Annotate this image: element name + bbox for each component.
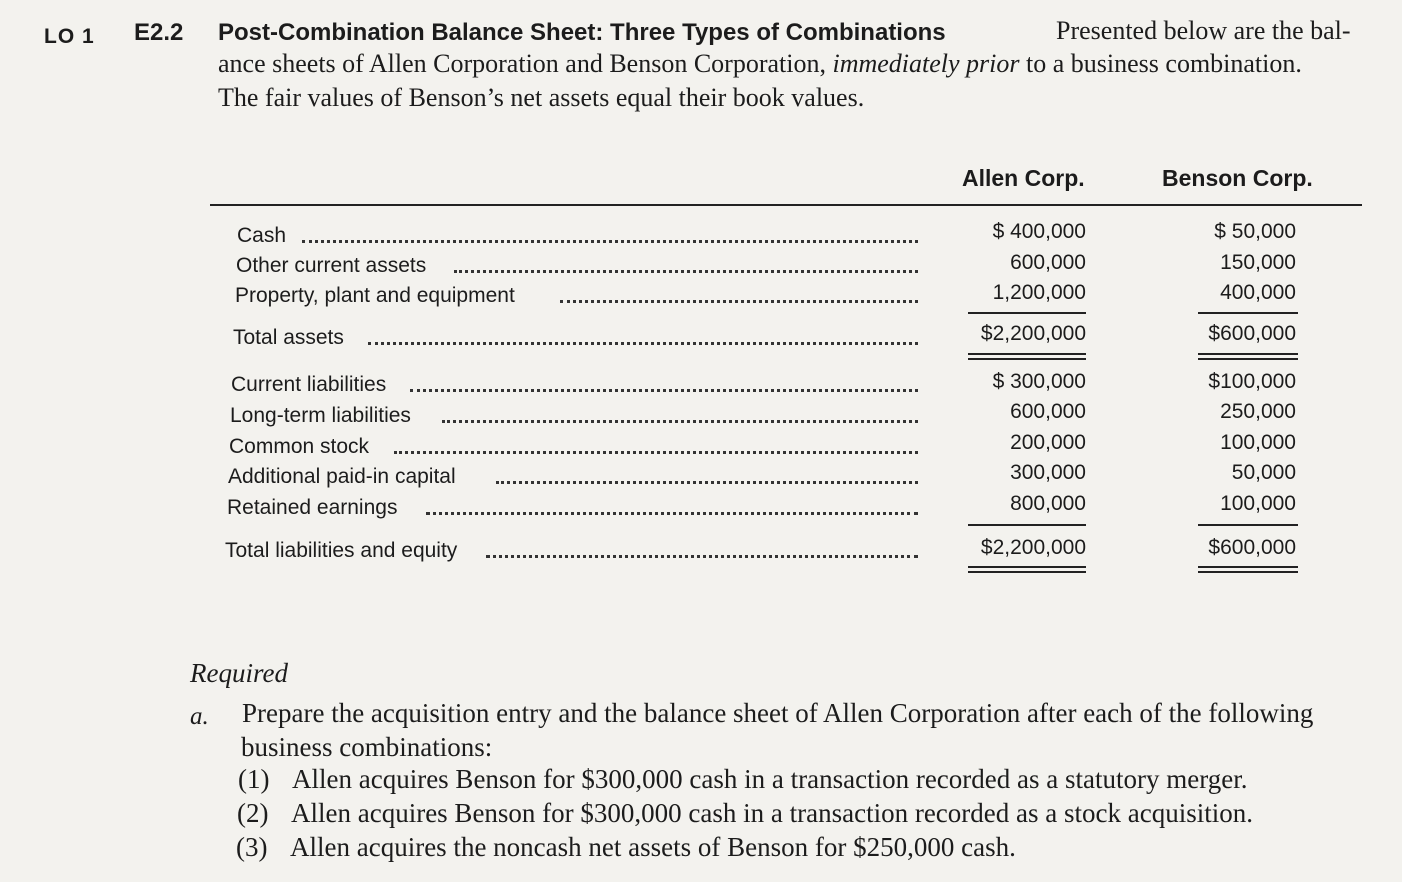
item-text: Allen acquires the noncash net assets of Benson for $250,000 cash.: [290, 832, 1016, 862]
benson-value: 50,000: [1231, 461, 1296, 484]
exercise-title: Post-Combination Balance Sheet: Three Types of Combinations: [218, 19, 946, 46]
dot-leader: [486, 555, 918, 558]
part-letter: a.: [190, 703, 209, 730]
row-label: Total liabilities and equity: [225, 539, 458, 562]
benson-total: $600,000: [1208, 536, 1296, 559]
item-text: Allen acquires Benson for $300,000 cash in a transaction recorded as a statutory merger.: [292, 764, 1248, 794]
row-label: Total assets: [233, 326, 344, 349]
column-header-benson: Benson Corp.: [1162, 165, 1313, 191]
subtotal-rule-allen: [968, 312, 1086, 314]
double-rule-benson: [1198, 566, 1298, 568]
double-rule-allen: [968, 358, 1086, 360]
dot-leader: [454, 270, 918, 273]
allen-value: 200,000: [1010, 431, 1086, 454]
subtotal-rule-benson: [1198, 312, 1298, 314]
dot-leader: [410, 389, 918, 392]
allen-total: $2,200,000: [980, 322, 1086, 345]
learning-objective: LO 1: [44, 25, 95, 48]
row-label: Property, plant and equipment: [235, 284, 515, 307]
allen-value: 600,000: [1010, 400, 1086, 423]
benson-value: $100,000: [1208, 370, 1296, 393]
dot-leader: [302, 240, 918, 243]
item-number: (2): [237, 798, 269, 828]
double-rule-allen: [968, 566, 1086, 568]
header-divider: [210, 204, 1362, 206]
double-rule-allen: [968, 353, 1086, 355]
intro-line-2-start: ance sheets of Allen Corporation and Benson Corporation,: [218, 49, 833, 78]
double-rule-benson: [1198, 353, 1298, 355]
item-text: Allen acquires Benson for $300,000 cash in a transaction recorded as a stock acquisition.: [291, 798, 1253, 828]
intro-line-1: Presented below are the bal-: [1056, 16, 1351, 45]
column-header-allen: Allen Corp.: [962, 165, 1085, 191]
intro-emphasis: immediately prior: [832, 49, 1020, 78]
row-label: Cash: [237, 224, 287, 247]
row-label: Other current assets: [236, 254, 427, 277]
allen-value: 800,000: [1010, 492, 1086, 515]
subtotal-rule-benson: [1198, 524, 1298, 526]
benson-value: $ 50,000: [1214, 220, 1296, 243]
allen-value: 600,000: [1010, 251, 1086, 274]
allen-value: 1,200,000: [992, 281, 1086, 304]
double-rule-benson: [1198, 571, 1298, 573]
allen-value: $ 400,000: [992, 220, 1086, 243]
benson-total: $600,000: [1208, 322, 1296, 345]
allen-total: $2,200,000: [980, 536, 1086, 559]
intro-line-2-end: to a business combination.: [1019, 49, 1302, 78]
dot-leader: [368, 342, 918, 345]
benson-value: 400,000: [1220, 281, 1296, 304]
row-label: Additional paid-in capital: [228, 465, 456, 488]
intro-line-3: The fair values of Benson’s net assets equal their book values.: [218, 83, 865, 112]
benson-value: 250,000: [1220, 400, 1296, 423]
allen-value: $ 300,000: [992, 370, 1086, 393]
dot-leader: [496, 481, 918, 484]
allen-value: 300,000: [1010, 461, 1086, 484]
row-label: Current liabilities: [231, 373, 387, 396]
part-text-line-1: Prepare the acquisition entry and the balance sheet of Allen Corporation after each of the following: [242, 698, 1314, 728]
benson-value: 150,000: [1220, 251, 1296, 274]
row-label: Retained earnings: [227, 496, 398, 519]
subtotal-rule-allen: [968, 524, 1086, 526]
benson-value: 100,000: [1220, 431, 1296, 454]
row-label: Common stock: [229, 435, 370, 458]
exercise-number: E2.2: [134, 19, 184, 46]
dot-leader: [560, 300, 918, 303]
required-heading: Required: [190, 658, 288, 688]
item-number: (1): [238, 764, 270, 794]
double-rule-benson: [1198, 358, 1298, 360]
dot-leader: [394, 451, 918, 454]
dot-leader: [426, 512, 918, 515]
part-text-line-2: business combinations:: [241, 732, 493, 762]
double-rule-allen: [968, 571, 1086, 573]
benson-value: 100,000: [1220, 492, 1296, 515]
row-label: Long-term liabilities: [230, 404, 411, 427]
dot-leader: [442, 420, 918, 423]
intro-line-2: [218, 49, 1302, 79]
item-number: (3): [236, 832, 268, 862]
